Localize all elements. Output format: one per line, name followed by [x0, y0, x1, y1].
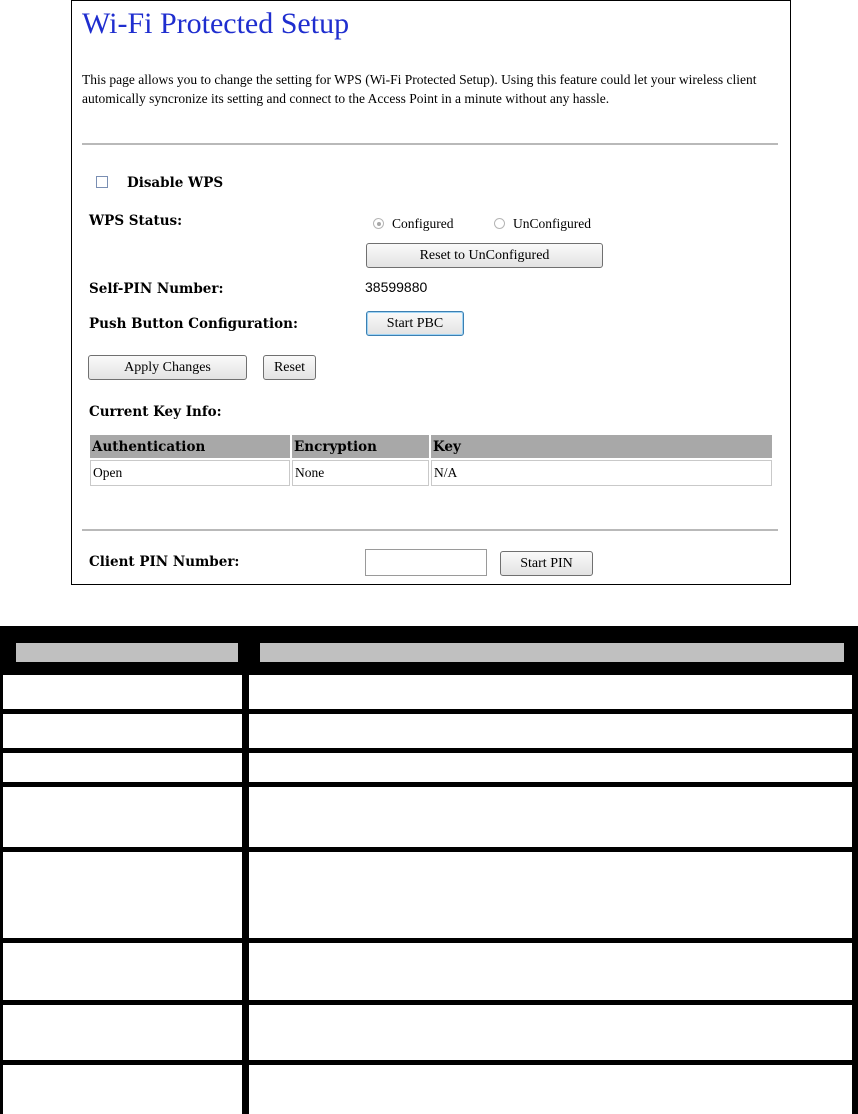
table-cell: N/A: [431, 460, 772, 486]
table-cell: [249, 753, 852, 782]
table-header-row: [90, 435, 772, 458]
table-cell: [249, 852, 852, 938]
self-pin-value: 38599880: [365, 279, 428, 295]
table-cell: [249, 675, 852, 709]
radio-unconfigured[interactable]: [494, 218, 505, 229]
header-cell: [260, 643, 844, 662]
table-cell: [249, 787, 852, 847]
key-info-table: [88, 433, 774, 488]
table-row: [90, 460, 772, 486]
radio-configured-label: Configured: [392, 216, 454, 231]
divider: [82, 143, 778, 145]
table-cell: [3, 852, 242, 938]
self-pin-label: Self-PIN Number:: [89, 281, 224, 297]
radio-unconfigured-label: UnConfigured: [513, 216, 591, 231]
table-cell: [3, 714, 242, 748]
page-title: Wi-Fi Protected Setup: [82, 7, 350, 40]
table-cell: [3, 675, 242, 709]
reset-to-unconfigured-button[interactable]: Reset to UnConfigured: [366, 243, 603, 268]
table-cell: Open: [90, 460, 290, 486]
disable-wps-label: Disable WPS: [127, 175, 224, 191]
column-header: Encryption: [292, 435, 429, 458]
reset-button[interactable]: Reset: [263, 355, 316, 380]
table-cell: [3, 1005, 242, 1060]
apply-changes-button[interactable]: Apply Changes: [88, 355, 247, 380]
current-key-info-label: Current Key Info:: [89, 404, 222, 420]
table-cell: [249, 714, 852, 748]
column-header: Authentication: [90, 435, 290, 458]
radio-configured[interactable]: [373, 218, 384, 229]
reference-table: [0, 626, 858, 1114]
table-cell: [249, 1005, 852, 1060]
table-cell: [3, 787, 242, 847]
wps-screenshot-panel: [71, 0, 791, 585]
start-pin-button[interactable]: Start PIN: [500, 551, 593, 576]
wps-status-label: WPS Status:: [89, 213, 183, 229]
disable-wps-checkbox[interactable]: [96, 176, 108, 188]
column-header: Key: [431, 435, 772, 458]
table-cell: [3, 943, 242, 1000]
table-cell: [3, 753, 242, 782]
table-cell: None: [292, 460, 429, 486]
header-cell: [16, 643, 238, 662]
pbc-label: Push Button Configuration:: [89, 316, 298, 332]
start-pbc-button[interactable]: Start PBC: [366, 311, 464, 336]
table-cell: [249, 943, 852, 1000]
client-pin-label: Client PIN Number:: [89, 554, 240, 570]
client-pin-input[interactable]: [365, 549, 487, 576]
table-cell: [3, 1065, 242, 1114]
table-cell: [249, 1065, 852, 1114]
page-description: This page allows you to change the setting for WPS (Wi-Fi Protected Setup). Using this feature could let your wireless client automically syncronize its setting and connect to the Access Point in a minute without any hassle.: [82, 72, 757, 106]
divider: [82, 529, 778, 531]
